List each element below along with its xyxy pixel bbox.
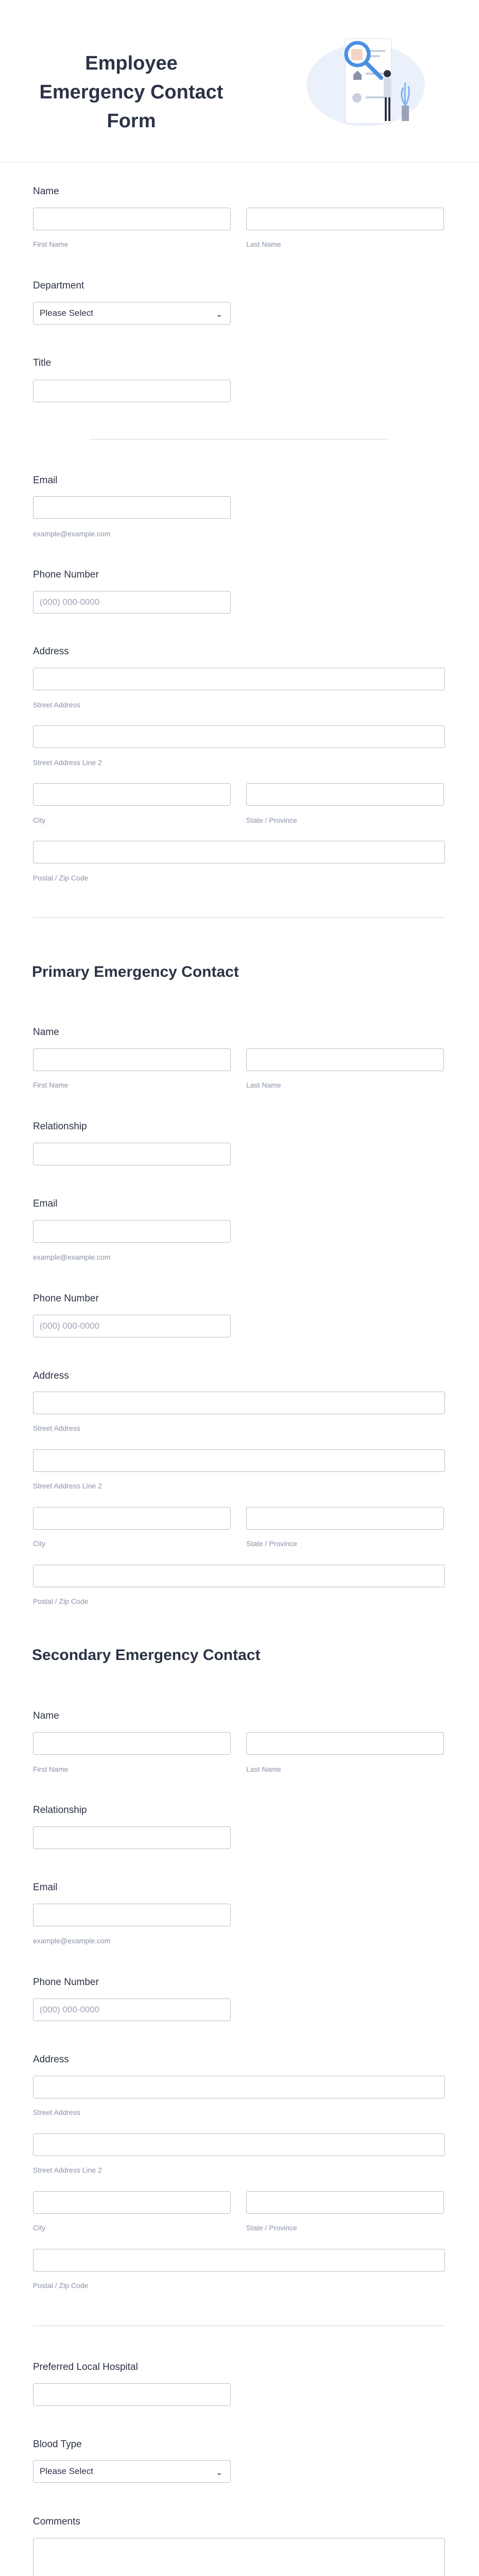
primary-street-address-2-sublabel: Street Address Line 2 <box>33 1482 102 1490</box>
primary-street-address-2-input[interactable] <box>33 1449 445 1472</box>
primary-email-input[interactable] <box>33 1220 231 1243</box>
street-address-sublabel: Street Address <box>33 701 80 709</box>
primary-phone-placeholder: (000) 000-0000 <box>40 1321 100 1331</box>
primary-city-input[interactable] <box>33 1507 231 1530</box>
primary-relationship-label: Relationship <box>33 1121 87 1132</box>
first-name-sublabel: First Name <box>33 240 69 248</box>
secondary-phone-placeholder: (000) 000-0000 <box>40 2005 100 2014</box>
secondary-street-address-sublabel: Street Address <box>33 2108 80 2116</box>
chevron-down-icon: ⌄ <box>216 310 223 319</box>
city-input[interactable] <box>33 783 231 806</box>
primary-name-label: Name <box>33 1027 59 1038</box>
primary-last-name-sublabel: Last Name <box>246 1081 281 1089</box>
title-input[interactable] <box>33 380 231 402</box>
primary-address-label: Address <box>33 1370 69 1381</box>
primary-street-address-sublabel: Street Address <box>33 1424 80 1432</box>
department-selected-value: Please Select <box>40 308 93 318</box>
primary-contact-heading: Primary Emergency Contact <box>32 963 239 980</box>
primary-phone-input[interactable] <box>33 1315 231 1337</box>
state-sublabel: State / Province <box>246 816 297 824</box>
secondary-email-sublabel: example@example.com <box>33 1937 111 1945</box>
secondary-email-label: Email <box>33 1882 58 1893</box>
primary-relationship-input[interactable] <box>33 1143 231 1165</box>
secondary-state-input[interactable] <box>246 2191 444 2214</box>
primary-state-input[interactable] <box>246 1507 444 1530</box>
contact-card-illustration <box>304 28 433 131</box>
primary-phone-label: Phone Number <box>33 1293 99 1304</box>
street-address-2-input[interactable] <box>33 725 445 748</box>
section-divider <box>33 917 445 918</box>
secondary-street-address-input[interactable] <box>33 2076 445 2098</box>
secondary-city-input[interactable] <box>33 2191 231 2214</box>
primary-first-name-sublabel: First Name <box>33 1081 69 1089</box>
street-address-2-sublabel: Street Address Line 2 <box>33 758 102 767</box>
primary-first-name-input[interactable] <box>33 1048 231 1071</box>
phone-input[interactable] <box>33 591 231 614</box>
department-select[interactable] <box>33 302 231 325</box>
primary-state-sublabel: State / Province <box>246 1539 297 1548</box>
primary-postal-sublabel: Postal / Zip Code <box>33 1597 89 1605</box>
state-input[interactable] <box>246 783 444 806</box>
title-label: Title <box>33 358 52 368</box>
comments-label: Comments <box>33 2516 80 2527</box>
secondary-phone-input[interactable] <box>33 1998 231 2021</box>
hospital-label: Preferred Local Hospital <box>33 2362 138 2372</box>
email-input[interactable] <box>33 496 231 519</box>
city-sublabel: City <box>33 816 46 824</box>
first-name-input[interactable] <box>33 208 231 230</box>
secondary-street-address-2-sublabel: Street Address Line 2 <box>33 2166 102 2174</box>
secondary-email-input[interactable] <box>33 1904 231 1926</box>
name-label: Name <box>33 186 59 197</box>
secondary-postal-input[interactable] <box>33 2249 445 2272</box>
secondary-street-address-2-input[interactable] <box>33 2133 445 2156</box>
secondary-state-sublabel: State / Province <box>246 2224 297 2232</box>
primary-street-address-input[interactable] <box>33 1392 445 1414</box>
blood-type-label: Blood Type <box>33 2439 82 2450</box>
phone-placeholder: (000) 000-0000 <box>40 597 100 607</box>
secondary-last-name-sublabel: Last Name <box>246 1765 281 1773</box>
last-name-sublabel: Last Name <box>246 240 281 248</box>
secondary-first-name-sublabel: First Name <box>33 1765 69 1773</box>
primary-email-sublabel: example@example.com <box>33 1253 111 1261</box>
phone-label: Phone Number <box>33 569 99 580</box>
comments-textarea[interactable] <box>33 2538 445 2576</box>
secondary-address-label: Address <box>33 2054 69 2065</box>
email-sublabel: example@example.com <box>33 530 111 538</box>
email-label: Email <box>33 475 58 486</box>
blood-type-selected-value: Please Select <box>40 2466 93 2476</box>
secondary-postal-sublabel: Postal / Zip Code <box>33 2281 89 2290</box>
form-header <box>0 0 479 162</box>
primary-last-name-input[interactable] <box>246 1048 444 1071</box>
secondary-phone-label: Phone Number <box>33 1977 99 1988</box>
primary-postal-input[interactable] <box>33 1565 445 1587</box>
street-address-input[interactable] <box>33 668 445 690</box>
last-name-input[interactable] <box>246 208 444 230</box>
primary-city-sublabel: City <box>33 1539 46 1548</box>
blood-type-select[interactable] <box>33 2460 231 2483</box>
postal-input[interactable] <box>33 841 445 863</box>
postal-sublabel: Postal / Zip Code <box>33 874 89 882</box>
address-label: Address <box>33 646 69 657</box>
secondary-name-label: Name <box>33 1710 59 1721</box>
primary-email-label: Email <box>33 1198 58 1209</box>
secondary-relationship-label: Relationship <box>33 1805 87 1816</box>
secondary-first-name-input[interactable] <box>33 1732 231 1755</box>
hospital-input[interactable] <box>33 2383 231 2406</box>
form-title: Employee Emergency Contact Form <box>39 53 224 132</box>
secondary-city-sublabel: City <box>33 2224 46 2232</box>
department-label: Department <box>33 280 84 291</box>
secondary-last-name-input[interactable] <box>246 1732 444 1755</box>
secondary-contact-heading: Secondary Emergency Contact <box>32 1647 261 1664</box>
secondary-relationship-input[interactable] <box>33 1826 231 1849</box>
chevron-down-icon: ⌄ <box>216 2468 223 2477</box>
